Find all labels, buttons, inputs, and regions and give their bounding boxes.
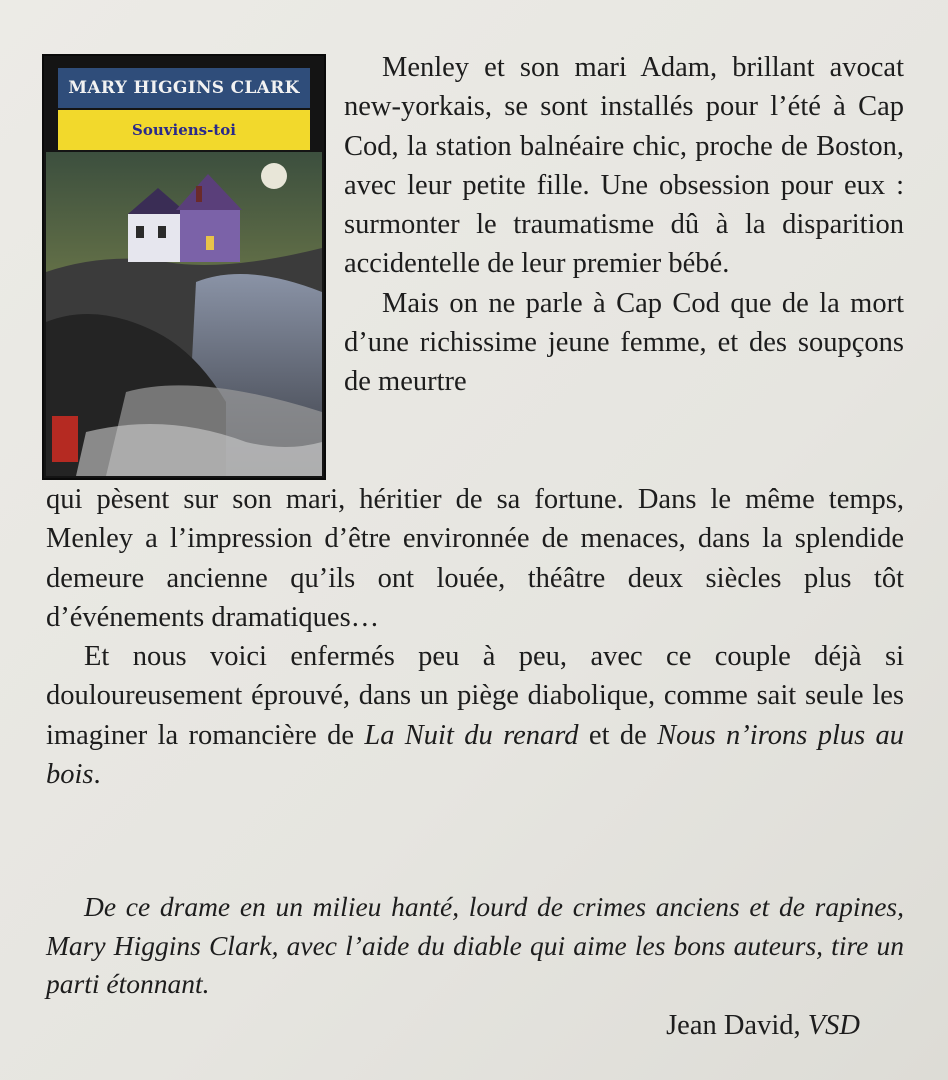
quote-source: VSD [807,1010,860,1041]
cover-title: Souviens-toi [58,110,310,150]
p3-period: . [93,759,101,791]
book-title-2: Nous n’irons plus au bois [46,719,905,791]
blurb-wrapped-column [344,48,904,402]
quote-author: Jean David, [666,1010,801,1041]
press-quote-text: De ce drame en un milieu hanté, lourd de crimes anciens et de rapines, Mary Higgins Clark, avec l’aide du diable qui aime les bons auteurs, tire un parti étonnant. [46,891,904,999]
publisher-logo [52,416,78,462]
p3-text: Et nous voici enfermés peu à peu, avec ce couple déjà si douloureusement éprouvé, dans un piège diabolique, comme sait seule les imaginer la romancière de [46,641,904,751]
blurb-paragraph-2-end: qui pèsent sur son mari, héritier de sa fortune. Dans le même temps, Menley a l’impression d’être environnée de menaces, dans la splendide demeure ancienne qu’ils ont louée, théâtre deux siècles plus tôt d’événements dramatiques… [46,484,904,633]
blurb-full-width [46,480,904,794]
cover-illustration [46,152,322,476]
blurb-paragraph-2-start: Mais on ne parle à Cap Cod que de la mort d’une richissime jeune femme, et des soupçons de meurtre [344,287,904,398]
book-title-1: La Nuit du renard [364,719,579,751]
cover-author: MARY HIGGINS CLARK [58,68,310,108]
blurb-paragraph-3 [46,637,904,794]
blurb-paragraph-1: Menley et son mari Adam, brillant avocat new-yorkais, se sont installés pour l’été à Cap Cod, la station balnéaire chic, proche de Boston, avec leur petite fille. Une obsession pour eux : surmonter le traumatisme dû à la disparition accidentelle de leur premier bébé. [344,52,904,280]
press-quote-attribution [520,1010,860,1042]
book-cover-thumbnail [42,54,326,480]
p3-connector: et de [588,719,647,751]
press-quote [46,888,904,1004]
